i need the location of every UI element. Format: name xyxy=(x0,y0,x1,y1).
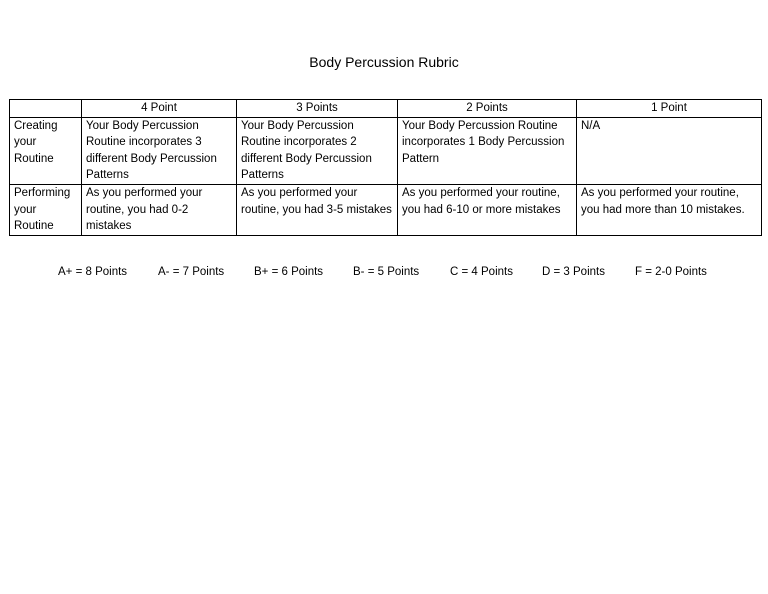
header-cell-blank xyxy=(10,100,82,118)
table-cell: As you performed your routine, you had 0-2 mistakes xyxy=(82,184,237,235)
criterion-cell: Creating your Routine xyxy=(10,117,82,184)
grade-c: C = 4 Points xyxy=(450,266,513,278)
table-cell: Your Body Percussion Routine incorporates 1 Body Percussion Pattern xyxy=(398,117,577,184)
table-row-performing xyxy=(10,184,762,235)
page-title: Body Percussion Rubric xyxy=(309,54,459,70)
grade-d: D = 3 Points xyxy=(542,266,605,278)
grade-b-plus: B+ = 6 Points xyxy=(254,266,324,278)
table-cell: As you performed your routine, you had 6-10 or more mistakes xyxy=(398,184,577,235)
grade-a-plus: A+ = 8 Points xyxy=(58,266,128,278)
rubric-table xyxy=(9,99,762,236)
header-cell-4-point: 4 Point xyxy=(82,100,237,118)
table-cell: Your Body Percussion Routine incorporates 3 different Body Percussion Patterns xyxy=(82,117,237,184)
criterion-cell: Performing your Routine xyxy=(10,184,82,235)
table-cell: Your Body Percussion Routine incorporates 2 different Body Percussion Patterns xyxy=(237,117,398,184)
header-cell-2-points: 2 Points xyxy=(398,100,577,118)
table-cell: N/A xyxy=(577,117,762,184)
table-row-creating xyxy=(10,117,762,184)
grade-f: F = 2-0 Points xyxy=(635,266,707,278)
table-cell: As you performed your routine, you had 3-5 mistakes xyxy=(237,184,398,235)
grade-a-minus: A- = 7 Points xyxy=(158,266,225,278)
header-cell-1-point: 1 Point xyxy=(577,100,762,118)
grade-b-minus: B- = 5 Points xyxy=(353,266,420,278)
header-row xyxy=(10,100,762,118)
table-cell: As you performed your routine, you had more than 10 mistakes. xyxy=(577,184,762,235)
header-cell-3-points: 3 Points xyxy=(237,100,398,118)
